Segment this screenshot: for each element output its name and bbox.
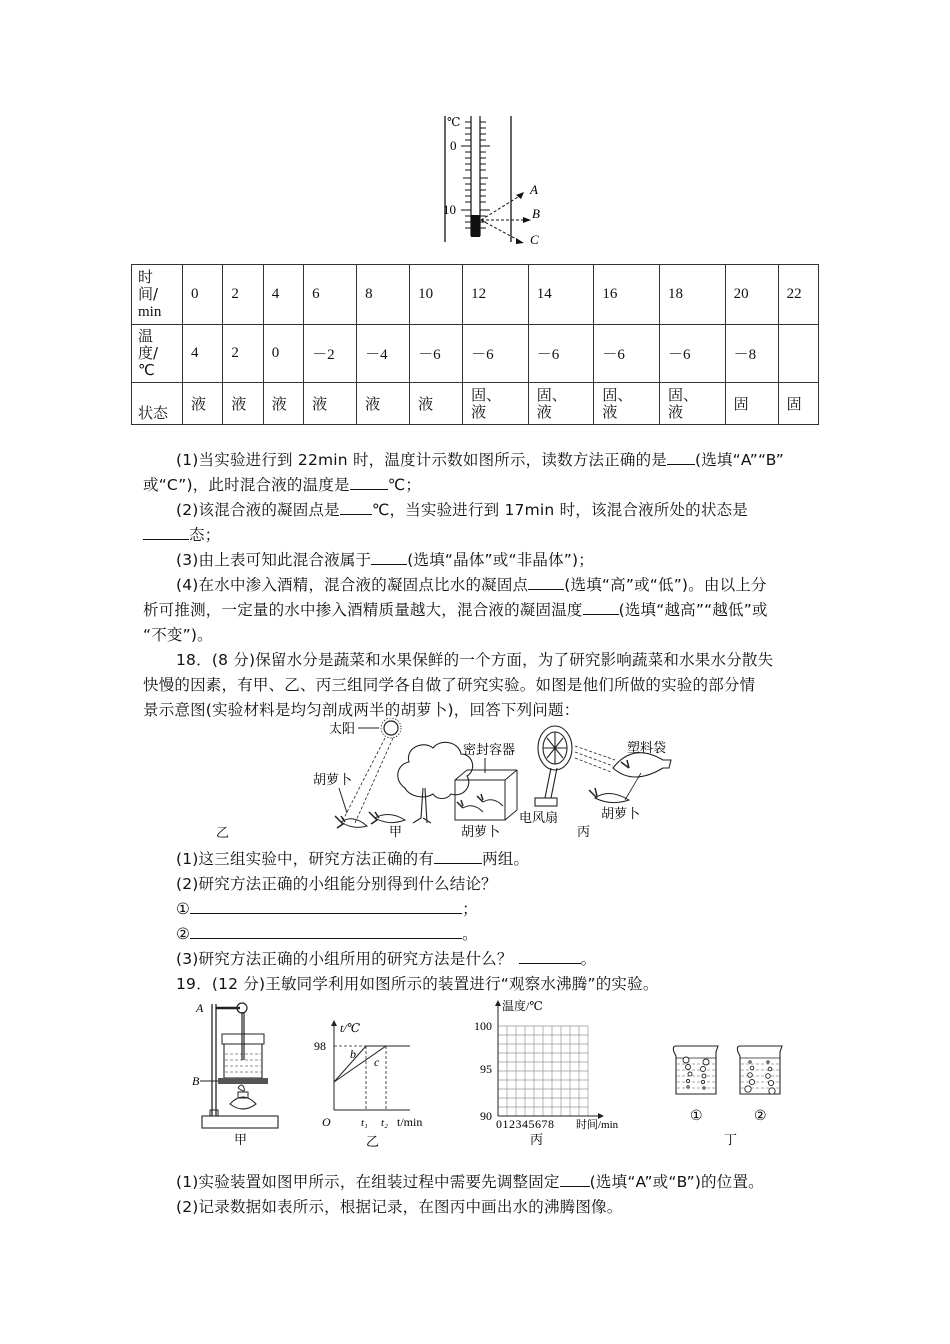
svg-text:温度/℃: 温度/℃ [502,999,543,1013]
table-cell: 液 [263,383,303,425]
table-cell: 液 [357,383,410,425]
q17-part1-line2: 或“C”)，此时混合液的温度是 ℃； [143,476,422,494]
svg-text:①: ① [690,1109,703,1124]
answer-blank[interactable] [519,949,581,964]
q17-part4-line2: 析可推测，一定量的水中掺入酒精质量越大，混合液的凝固温度 (选填“越高”“越低”或 [143,601,768,619]
table-cell: －6 [410,325,463,383]
svg-text:太阳: 太阳 [329,721,356,736]
q17-part3: (3)由上表可知此混合液属于 (选填“晶体”或“非晶体”)； [176,551,594,569]
svg-text:c: c [374,1055,380,1069]
svg-text:胡萝卜: 胡萝卜 [601,806,641,821]
q18-intro-line1: 18．(8 分)保留水分是蔬菜和水果保鲜的一个方面，为了研究影响蔬菜和水果水分散失 [176,651,774,669]
q19-part2: (2)记录数据如表所示，根据记录，在图丙中画出水的沸腾图像。 [176,1198,623,1216]
table-cell: 4 [183,325,223,383]
table-row-time [132,265,819,325]
boiling-apparatus-figure [190,998,290,1148]
answer-blank[interactable] [434,849,482,864]
row-header-temperature: 温 度/ ℃ [132,325,183,383]
q18-part1: (1)这三组实验中，研究方法正确的有 两组。 [176,850,530,868]
answer-blank[interactable] [190,924,462,939]
table-cell: 10 [410,265,463,325]
temperature-curve-figure [310,1018,440,1153]
thermo-unit: ℃ [447,115,461,129]
svg-text:t/min: t/min [397,1115,423,1129]
q17-part4-line1: (4)在水中渗入酒精，混合液的凝固点比水的凝固点 (选填“高”或“低”)。由以上分 [176,576,767,594]
answer-blank[interactable] [667,450,695,465]
table-cell: 2 [223,325,263,383]
answer-blank[interactable] [560,1172,590,1187]
svg-text:密封容器: 密封容器 [463,742,516,757]
table-cell: 0 [183,265,223,325]
carrot-experiment-figure [305,718,675,843]
svg-text:甲: 甲 [234,1132,248,1147]
svg-text:A: A [196,1001,204,1015]
svg-text:B: B [192,1074,200,1088]
q17-part2-line2: 态； [143,524,220,546]
svg-text:乙: 乙 [366,1134,380,1149]
thermo-tick-0: 0 [450,138,457,153]
svg-text:②: ② [754,1109,767,1124]
q18-intro-line2: 快慢的因素，有甲、乙、丙三组同学各自做了研究实验。如图是他们所做的实验的部分情 [143,676,756,694]
svg-text:b: b [350,1047,356,1061]
answer-blank[interactable] [371,550,407,565]
table-cell: －6 [659,325,725,383]
q19-intro: 19．(12 分)王敏同学利用如图所示的装置进行“观察水沸腾”的实验。 [176,975,659,993]
table-cell: 8 [357,265,410,325]
table-cell: 液 [304,383,357,425]
svg-text:时间/min: 时间/min [576,1119,619,1131]
table-row-state [132,383,819,425]
answer-blank[interactable] [350,475,388,490]
sun-icon [381,718,401,738]
table-cell: 14 [528,265,594,325]
table-cell: －6 [594,325,660,383]
q19-part1: (1)实验装置如图甲所示，在组装过程中需要先调整固定 (选填“A”或“B”)的位置。 [176,1173,764,1191]
table-cell: －4 [357,325,410,383]
table-cell: 6 [304,265,357,325]
table-row-temperature [132,325,819,383]
table-cell: －2 [304,325,357,383]
q17-part4-line3: “不变”)。 [143,626,213,644]
view-a-label: A [530,182,538,197]
table-cell: －6 [528,325,594,383]
svg-text:丁: 丁 [724,1132,738,1147]
q18-part2: (2)研究方法正确的小组能分别得到什么结论？ [176,875,497,893]
cooling-data-table [131,264,819,425]
q17-part1-line1: (1)当实验进行到 22min 时，温度计示数如图所示，读数方法正确的是 (选填“A”“B” [176,451,784,469]
svg-text:丙: 丙 [577,824,591,839]
q18-answer-2: ② 。 [176,925,478,943]
table-cell: 固 [725,383,778,425]
q18-part3: (3)研究方法正确的小组所用的研究方法是什么？ 。 [176,950,597,968]
table-cell: －8 [725,325,778,383]
row-header-state: 状态 [132,383,183,425]
table-cell: 18 [659,265,725,325]
svg-text:丙: 丙 [530,1132,544,1147]
svg-text:塑料袋: 塑料袋 [627,740,667,755]
table-cell: 液 [183,383,223,425]
table-cell: 2 [223,265,263,325]
answer-blank[interactable] [190,899,462,914]
thermo-tick-10: 10 [443,202,456,217]
beaker-bubbles-figure [668,1040,798,1150]
table-cell: 20 [725,265,778,325]
table-cell [778,325,818,383]
q18-intro-line3: 景示意图(实验材料是均匀剖成两半的胡萝卜)，回答下列问题： [143,701,580,719]
svg-text:98: 98 [314,1039,326,1053]
table-cell: 固、 液 [463,383,529,425]
table-cell: 16 [594,265,660,325]
svg-text:t₂: t₂ [381,1117,388,1129]
answer-blank[interactable] [528,575,564,590]
table-cell: 固、 液 [528,383,594,425]
svg-text:电风扇: 电风扇 [519,810,559,825]
table-cell: －6 [463,325,529,383]
caption-yi: 乙 [216,826,230,841]
table-cell: 固、 液 [659,383,725,425]
svg-text:100: 100 [474,1019,492,1033]
view-c-label: C [530,232,539,247]
table-cell: 22 [778,265,818,325]
svg-text:胡萝卜: 胡萝卜 [461,824,501,839]
table-cell: 液 [410,383,463,425]
svg-text:t₁: t₁ [361,1117,368,1129]
svg-text:012345678: 012345678 [496,1117,555,1131]
thermometer-figure [430,110,550,250]
q17-part2-line1: (2)该混合液的凝固点是 ℃，当实验进行到 17min 时，该混合液所处的状态是 [176,501,748,519]
boiling-graph-grid[interactable] [470,998,640,1148]
answer-blank[interactable] [143,525,189,540]
table-cell: 液 [223,383,263,425]
answer-blank[interactable] [340,500,372,515]
table-cell: 0 [263,325,303,383]
svg-text:90: 90 [480,1109,492,1123]
svg-text:95: 95 [480,1062,492,1076]
view-b-label: B [532,206,540,221]
table-cell: 固 [778,383,818,425]
svg-text:O: O [322,1115,331,1129]
table-cell: 4 [263,265,303,325]
row-header-time: 时 间/ min [132,265,183,325]
q18-answer-1: ① ； [176,900,478,918]
svg-text:甲: 甲 [389,824,403,839]
answer-blank[interactable] [583,600,619,615]
svg-text:t/℃: t/℃ [340,1021,361,1035]
fan-icon [535,726,572,806]
svg-text:胡萝卜: 胡萝卜 [313,772,353,787]
table-cell: 12 [463,265,529,325]
table-cell: 固、 液 [594,383,660,425]
